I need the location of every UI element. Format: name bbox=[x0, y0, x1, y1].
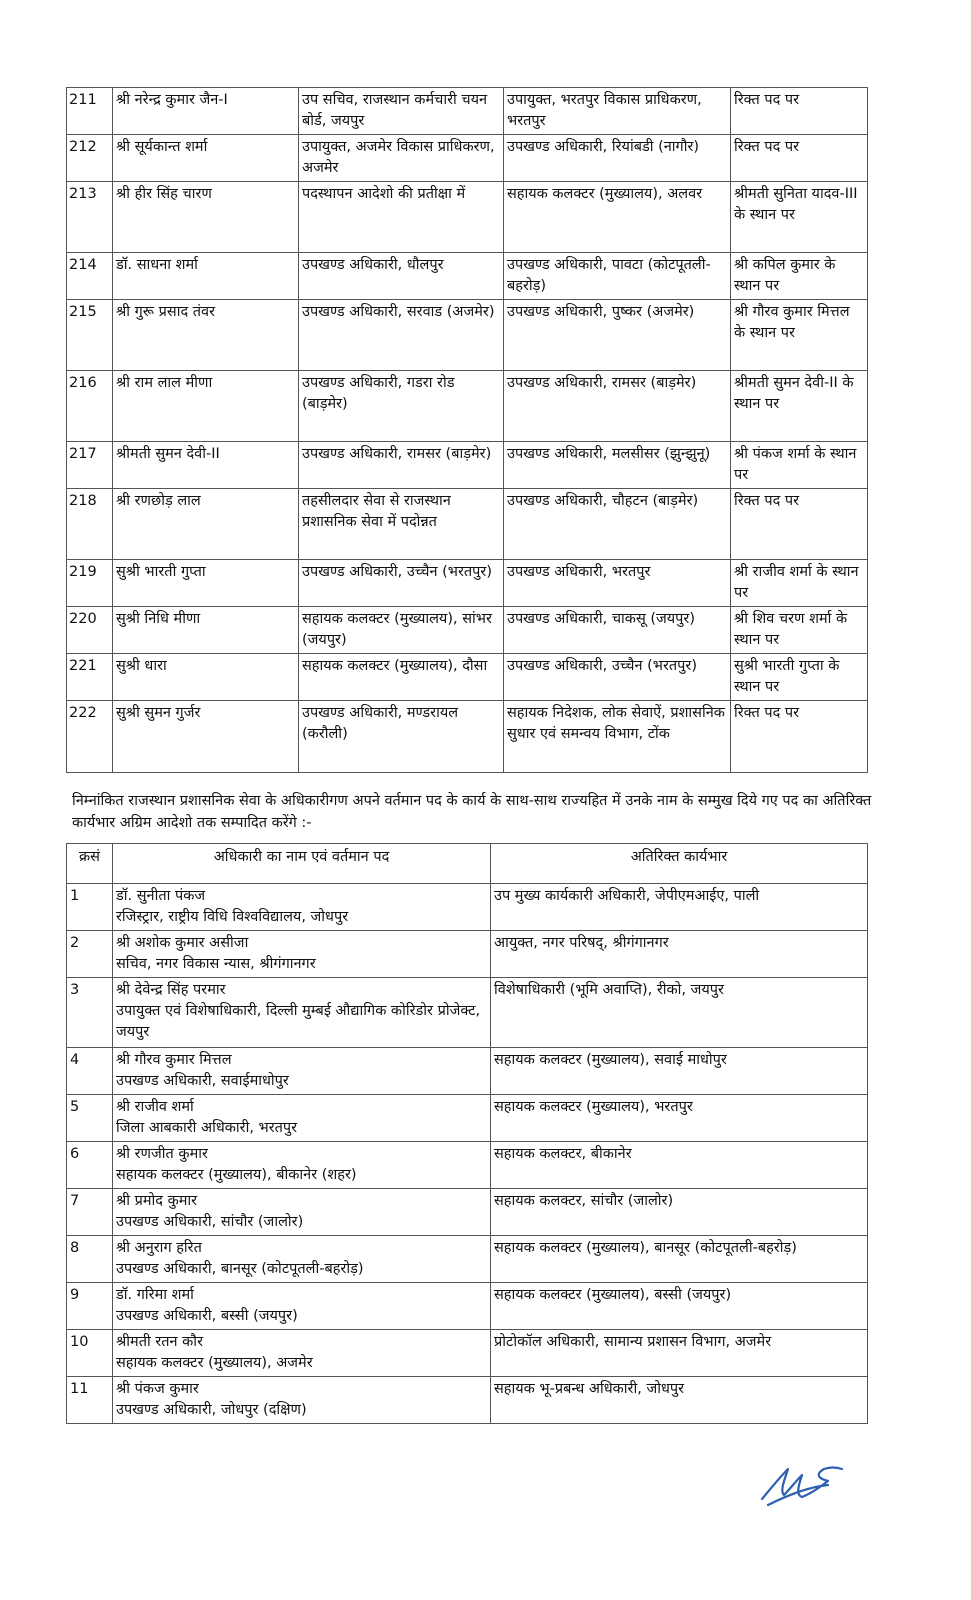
current-post: सचिव, नगर विकास न्यास, श्रीगंगानगर bbox=[116, 956, 316, 972]
officer-cell bbox=[113, 1142, 491, 1189]
table-row bbox=[67, 884, 868, 931]
header-additional-charge: अतिरिक्त कार्यभार bbox=[491, 844, 868, 884]
serial-number: 2 bbox=[67, 931, 113, 978]
new-post: उपखण्ड अधिकारी, उच्चैन (भरतपुर) bbox=[504, 654, 731, 701]
new-post: सहायक निदेशक, लोक सेवाऐं, प्रशासनिक सुधार एवं समन्वय विभाग, टोंक bbox=[504, 701, 731, 773]
serial-number: 11 bbox=[67, 1377, 113, 1424]
current-post: उपखण्ड अधिकारी, सांचौर (जालोर) bbox=[116, 1214, 304, 1230]
officer-name: श्री नरेन्द्र कुमार जैन-I bbox=[113, 88, 299, 135]
officer-cell bbox=[113, 1048, 491, 1095]
table-row bbox=[67, 654, 868, 701]
current-post: उपखण्ड अधिकारी, मण्डरायल (करौली) bbox=[299, 701, 504, 773]
serial-number: 216 bbox=[67, 371, 113, 442]
current-post: सहायक कलक्टर (मुख्यालय), अजमेर bbox=[116, 1355, 313, 1371]
current-post: उप सचिव, राजस्थान कर्मचारी चयन बोर्ड, जयपुर bbox=[299, 88, 504, 135]
current-post: सहायक कलक्टर (मुख्यालय), बीकानेर (शहर) bbox=[116, 1167, 357, 1183]
table-row bbox=[67, 135, 868, 182]
new-post: उपखण्ड अधिकारी, रियांबडी (नागौर) bbox=[504, 135, 731, 182]
serial-number: 1 bbox=[67, 884, 113, 931]
serial-number: 215 bbox=[67, 300, 113, 371]
additional-charge: सहायक कलक्टर (मुख्यालय), बस्सी (जयपुर) bbox=[491, 1283, 868, 1330]
table-row bbox=[67, 1330, 868, 1377]
current-post: उपखण्ड अधिकारी, धौलपुर bbox=[299, 253, 504, 300]
officer-cell bbox=[113, 1189, 491, 1236]
officer-name: श्री हीर सिंह चारण bbox=[113, 182, 299, 253]
remark: रिक्त पद पर bbox=[731, 88, 868, 135]
new-post: उपखण्ड अधिकारी, मलसीसर (झुन्झुनू) bbox=[504, 442, 731, 489]
additional-charge: सहायक कलक्टर, बीकानेर bbox=[491, 1142, 868, 1189]
table-header-row bbox=[67, 844, 868, 884]
officer-name: डॉ. साधना शर्मा bbox=[113, 253, 299, 300]
additional-charge: विशेषाधिकारी (भूमि अवाप्ति), रीको, जयपुर bbox=[491, 978, 868, 1048]
new-post: उपखण्ड अधिकारी, भरतपुर bbox=[504, 560, 731, 607]
additional-charge-table bbox=[66, 843, 868, 1424]
remark: श्रीमती सुनिता यादव-III के स्थान पर bbox=[731, 182, 868, 253]
remark: श्री कपिल कुमार के स्थान पर bbox=[731, 253, 868, 300]
current-post: उपखण्ड अधिकारी, रामसर (बाड़मेर) bbox=[299, 442, 504, 489]
transfer-table-body bbox=[67, 88, 868, 773]
new-post: उपखण्ड अधिकारी, चौहटन (बाड़मेर) bbox=[504, 489, 731, 560]
table-row bbox=[67, 1377, 868, 1424]
officer-name: श्री सूर्यकान्त शर्मा bbox=[113, 135, 299, 182]
remark: श्रीमती सुमन देवी-II के स्थान पर bbox=[731, 371, 868, 442]
table-row bbox=[67, 182, 868, 253]
current-post: तहसीलदार सेवा से राजस्थान प्रशासनिक सेवा में पदोन्नत bbox=[299, 489, 504, 560]
remark: श्री राजीव शर्मा के स्थान पर bbox=[731, 560, 868, 607]
officer-cell bbox=[113, 1236, 491, 1283]
table-row bbox=[67, 1236, 868, 1283]
table-row bbox=[67, 88, 868, 135]
officer-cell bbox=[113, 1330, 491, 1377]
current-post: जिला आबकारी अधिकारी, भरतपुर bbox=[116, 1120, 298, 1136]
additional-charge: सहायक कलक्टर (मुख्यालय), सवाई माधोपुर bbox=[491, 1048, 868, 1095]
serial-number: 8 bbox=[67, 1236, 113, 1283]
officer-name: सुश्री भारती गुप्ता bbox=[113, 560, 299, 607]
serial-number: 220 bbox=[67, 607, 113, 654]
current-post: उपखण्ड अधिकारी, जोधपुर (दक्षिण) bbox=[116, 1402, 307, 1418]
officer-name: श्री देवेन्द्र सिंह परमार bbox=[116, 982, 226, 998]
table-row bbox=[67, 300, 868, 371]
officer-name: श्री राम लाल मीणा bbox=[113, 371, 299, 442]
table-row bbox=[67, 1189, 868, 1236]
new-post: उपखण्ड अधिकारी, पावटा (कोटपूतली-बहरोड़) bbox=[504, 253, 731, 300]
remark: रिक्त पद पर bbox=[731, 701, 868, 773]
additional-charge: आयुक्त, नगर परिषद्, श्रीगंगानगर bbox=[491, 931, 868, 978]
current-post: सहायक कलक्टर (मुख्यालय), सांभर (जयपुर) bbox=[299, 607, 504, 654]
current-post: उपखण्ड अधिकारी, उच्चैन (भरतपुर) bbox=[299, 560, 504, 607]
officer-name: श्रीमती सुमन देवी-II bbox=[113, 442, 299, 489]
signature-initials bbox=[758, 1455, 848, 1515]
officer-name: डॉ. सुनीता पंकज bbox=[116, 888, 206, 904]
officer-cell bbox=[113, 931, 491, 978]
additional-charge: सहायक कलक्टर (मुख्यालय), भरतपुर bbox=[491, 1095, 868, 1142]
table-row bbox=[67, 489, 868, 560]
table-row bbox=[67, 1283, 868, 1330]
officer-name: सुश्री निधि मीणा bbox=[113, 607, 299, 654]
signature-stroke bbox=[762, 1468, 842, 1506]
additional-charge: प्रोटोकॉल अधिकारी, सामान्य प्रशासन विभाग, अजमेर bbox=[491, 1330, 868, 1377]
current-post: उपखण्ड अधिकारी, सरवाड (अजमेर) bbox=[299, 300, 504, 371]
current-post: उपखण्ड अधिकारी, बानसूर (कोटपूतली-बहरोड़) bbox=[116, 1261, 364, 1277]
additional-charge-note: निम्नांकित राजस्थान प्रशासनिक सेवा के अधिकारीगण अपने वर्तमान पद के कार्य के साथ-साथ राज्यहित में उनके नाम के सम्मुख दिये गए पद का अतिरिक्त कार्यभार अग्रिम आदेशो तक सम्पादित करेंगे :- bbox=[72, 793, 872, 831]
current-post: उपखण्ड अधिकारी, गडरा रोड (बाड़मेर) bbox=[299, 371, 504, 442]
officer-name: डॉ. गरिमा शर्मा bbox=[116, 1287, 194, 1303]
serial-number: 4 bbox=[67, 1048, 113, 1095]
new-post: उपखण्ड अधिकारी, रामसर (बाड़मेर) bbox=[504, 371, 731, 442]
additional-charge: सहायक कलक्टर (मुख्यालय), बानसूर (कोटपूतली-बहरोड़) bbox=[491, 1236, 868, 1283]
officer-cell bbox=[113, 884, 491, 931]
officer-name: श्री अशोक कुमार असीजा bbox=[116, 935, 249, 951]
officer-cell bbox=[113, 978, 491, 1048]
officer-name: श्री प्रमोद कुमार bbox=[116, 1193, 198, 1209]
table-row bbox=[67, 978, 868, 1048]
officer-cell bbox=[113, 1283, 491, 1330]
serial-number: 10 bbox=[67, 1330, 113, 1377]
officer-name: श्री राजीव शर्मा bbox=[116, 1099, 194, 1115]
serial-number: 218 bbox=[67, 489, 113, 560]
table-row bbox=[67, 1048, 868, 1095]
officer-name: श्री रणजीत कुमार bbox=[116, 1146, 208, 1162]
remark: श्री शिव चरण शर्मा के स्थान पर bbox=[731, 607, 868, 654]
serial-number: 219 bbox=[67, 560, 113, 607]
new-post: सहायक कलक्टर (मुख्यालय), अलवर bbox=[504, 182, 731, 253]
current-post: रजिस्ट्रार, राष्ट्रीय विधि विश्वविद्यालय, जोधपुर bbox=[116, 909, 349, 925]
table-row bbox=[67, 607, 868, 654]
serial-number: 3 bbox=[67, 978, 113, 1048]
additional-charge: सहायक भू-प्रबन्ध अधिकारी, जोधपुर bbox=[491, 1377, 868, 1424]
officer-name: श्रीमती रतन कौर bbox=[116, 1334, 203, 1350]
current-post: उपखण्ड अधिकारी, सवाईमाधोपुर bbox=[116, 1073, 289, 1089]
remark: रिक्त पद पर bbox=[731, 135, 868, 182]
serial-number: 6 bbox=[67, 1142, 113, 1189]
serial-number: 212 bbox=[67, 135, 113, 182]
officer-cell bbox=[113, 1377, 491, 1424]
table-row bbox=[67, 371, 868, 442]
officer-name: सुश्री सुमन गुर्जर bbox=[113, 701, 299, 773]
header-serial: क्रसं bbox=[67, 844, 113, 884]
table-row bbox=[67, 1142, 868, 1189]
officer-name: श्री अनुराग हरित bbox=[116, 1240, 202, 1256]
current-post: सहायक कलक्टर (मुख्यालय), दौसा bbox=[299, 654, 504, 701]
table-row bbox=[67, 253, 868, 300]
serial-number: 211 bbox=[67, 88, 113, 135]
serial-number: 5 bbox=[67, 1095, 113, 1142]
officer-name: श्री गुरू प्रसाद तंवर bbox=[113, 300, 299, 371]
current-post: उपखण्ड अधिकारी, बस्सी (जयपुर) bbox=[116, 1308, 298, 1324]
table-row bbox=[67, 1095, 868, 1142]
serial-number: 222 bbox=[67, 701, 113, 773]
officer-name: श्री गौरव कुमार मित्तल bbox=[116, 1052, 232, 1068]
table-row bbox=[67, 560, 868, 607]
serial-number: 217 bbox=[67, 442, 113, 489]
serial-number: 221 bbox=[67, 654, 113, 701]
remark: रिक्त पद पर bbox=[731, 489, 868, 560]
current-post: पदस्थापन आदेशो की प्रतीक्षा में bbox=[299, 182, 504, 253]
current-post: उपायुक्त, अजमेर विकास प्राधिकरण, अजमेर bbox=[299, 135, 504, 182]
remark: श्री गौरव कुमार मित्तल के स्थान पर bbox=[731, 300, 868, 371]
new-post: उपखण्ड अधिकारी, पुष्कर (अजमेर) bbox=[504, 300, 731, 371]
table-row bbox=[67, 442, 868, 489]
serial-number: 7 bbox=[67, 1189, 113, 1236]
table-row bbox=[67, 701, 868, 773]
remark: सुश्री भारती गुप्ता के स्थान पर bbox=[731, 654, 868, 701]
transfer-table bbox=[66, 87, 868, 773]
remark: श्री पंकज शर्मा के स्थान पर bbox=[731, 442, 868, 489]
new-post: उपखण्ड अधिकारी, चाकसू (जयपुर) bbox=[504, 607, 731, 654]
officer-name: सुश्री धारा bbox=[113, 654, 299, 701]
table-row bbox=[67, 931, 868, 978]
additional-charge: सहायक कलक्टर, सांचौर (जालोर) bbox=[491, 1189, 868, 1236]
officer-name: श्री रणछोड़ लाल bbox=[113, 489, 299, 560]
serial-number: 213 bbox=[67, 182, 113, 253]
header-officer: अधिकारी का नाम एवं वर्तमान पद bbox=[113, 844, 491, 884]
serial-number: 9 bbox=[67, 1283, 113, 1330]
new-post: उपायुक्त, भरतपुर विकास प्राधिकरण, भरतपुर bbox=[504, 88, 731, 135]
serial-number: 214 bbox=[67, 253, 113, 300]
officer-name: श्री पंकज कुमार bbox=[116, 1381, 199, 1397]
current-post: उपायुक्त एवं विशेषाधिकारी, दिल्ली मुम्बई औद्यागिक कोरिडोर प्रोजेक्ट, जयपुर bbox=[116, 1003, 481, 1040]
officer-cell bbox=[113, 1095, 491, 1142]
additional-charge: उप मुख्य कार्यकारी अधिकारी, जेपीएमआईए, पाली bbox=[491, 884, 868, 931]
